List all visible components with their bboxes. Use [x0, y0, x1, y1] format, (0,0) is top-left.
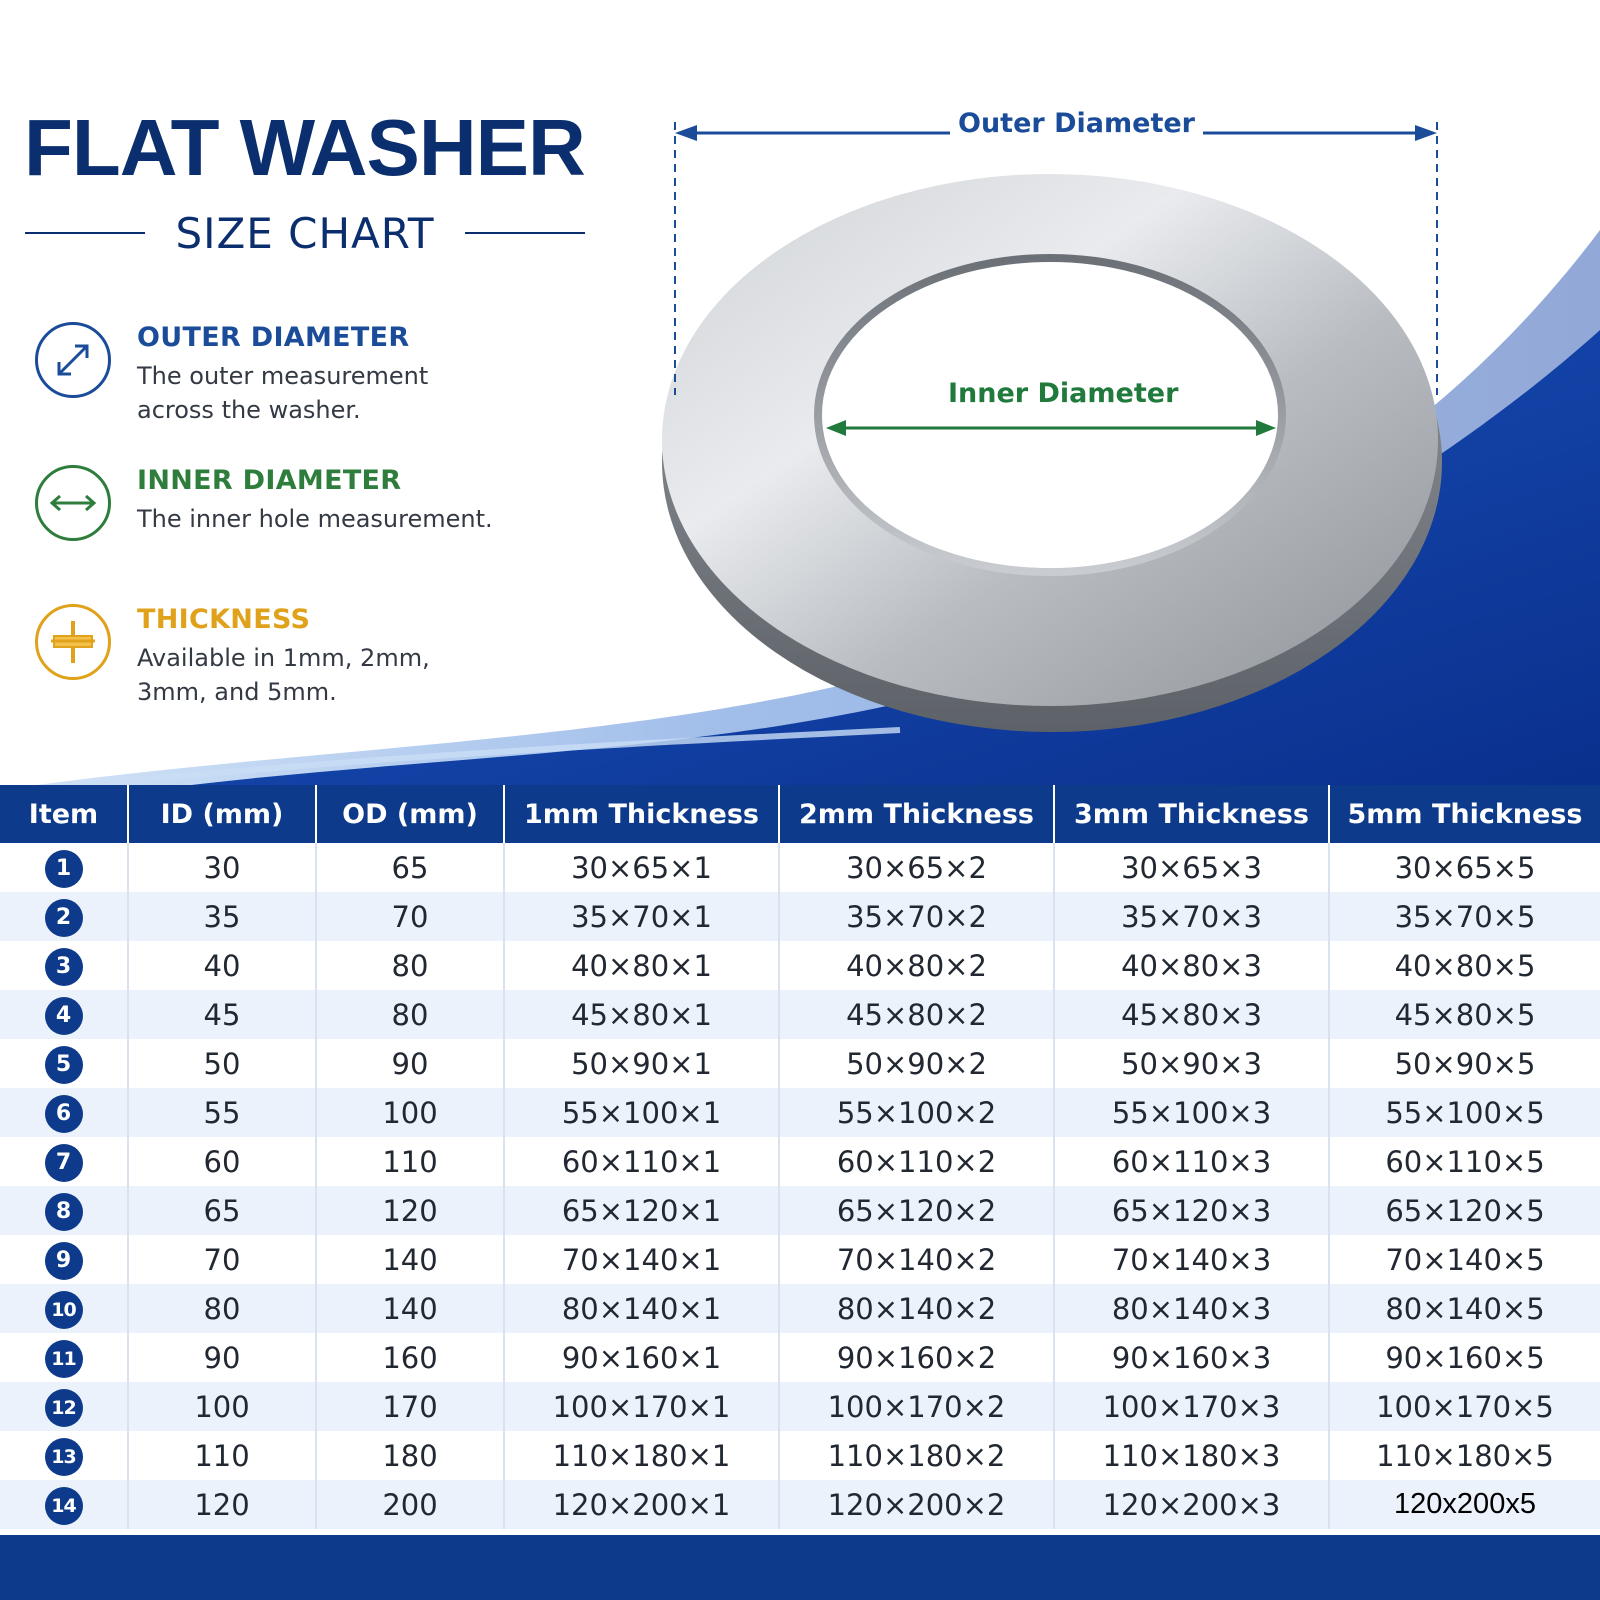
t2-cell: 90×160×2	[779, 1333, 1054, 1382]
item-badge: 6	[45, 1095, 83, 1133]
t2-cell: 100×170×2	[779, 1382, 1054, 1431]
t5-cell: 40×80×5	[1329, 941, 1600, 990]
outer-diameter-label: Outer Diameter	[950, 108, 1203, 139]
table-body	[0, 843, 1600, 1529]
item-cell	[0, 1480, 128, 1529]
t5-cell: 100×170×5	[1329, 1382, 1600, 1431]
table-row	[0, 1235, 1600, 1284]
t1-cell: 30×65×1	[504, 843, 779, 892]
t3-cell: 55×100×3	[1054, 1088, 1329, 1137]
item-badge: 12	[45, 1389, 83, 1427]
horizontal-arrow-icon	[35, 465, 111, 541]
id-cell: 60	[128, 1137, 316, 1186]
footer-band	[0, 1535, 1600, 1600]
table-row	[0, 941, 1600, 990]
t5-cell: 60×110×5	[1329, 1137, 1600, 1186]
item-badge: 2	[45, 899, 83, 937]
header-3mm: 3mm Thickness	[1054, 785, 1329, 843]
item-badge: 1	[45, 850, 83, 888]
subtitle-row	[25, 205, 585, 261]
header-item: Item	[0, 785, 128, 843]
t5-cell: 70×140×5	[1329, 1235, 1600, 1284]
t5-cell: 110×180×5	[1329, 1431, 1600, 1480]
od-cell: 100	[316, 1088, 504, 1137]
size-table	[0, 785, 1600, 1529]
item-cell	[0, 1235, 128, 1284]
item-badge: 14	[45, 1487, 83, 1525]
t2-cell: 35×70×2	[779, 892, 1054, 941]
t5-cell: 80×140×5	[1329, 1284, 1600, 1333]
t1-cell: 60×110×1	[504, 1137, 779, 1186]
table-row	[0, 892, 1600, 941]
t5-cell: 50×90×5	[1329, 1039, 1600, 1088]
item-badge: 9	[45, 1242, 83, 1280]
od-cell: 110	[316, 1137, 504, 1186]
legend-desc-outer: The outer measurement across the washer.	[137, 362, 429, 424]
id-cell: 120	[128, 1480, 316, 1529]
od-cell: 140	[316, 1235, 504, 1284]
t5-cell: 65×120×5	[1329, 1186, 1600, 1235]
t5-cell: 120x200x5	[1329, 1480, 1600, 1529]
t2-cell: 120×200×2	[779, 1480, 1054, 1529]
table-row	[0, 843, 1600, 892]
item-cell	[0, 990, 128, 1039]
od-cell: 140	[316, 1284, 504, 1333]
id-cell: 30	[128, 843, 316, 892]
t3-cell: 60×110×3	[1054, 1137, 1329, 1186]
header-id: ID (mm)	[128, 785, 316, 843]
t3-cell: 35×70×3	[1054, 892, 1329, 941]
table-row	[0, 1088, 1600, 1137]
page-subtitle: SIZE CHART	[175, 208, 435, 258]
od-cell: 80	[316, 941, 504, 990]
legend-desc-thickness: Available in 1mm, 2mm, 3mm, and 5mm.	[137, 644, 430, 706]
t3-cell: 40×80×3	[1054, 941, 1329, 990]
thickness-gauge-icon	[35, 604, 111, 680]
t1-cell: 80×140×1	[504, 1284, 779, 1333]
legend-outer-diameter	[35, 322, 505, 432]
item-badge: 11	[45, 1340, 83, 1378]
id-cell: 55	[128, 1088, 316, 1137]
item-cell	[0, 1382, 128, 1431]
t5-cell: 35×70×5	[1329, 892, 1600, 941]
od-cell: 200	[316, 1480, 504, 1529]
od-cell: 90	[316, 1039, 504, 1088]
table-row	[0, 990, 1600, 1039]
item-cell	[0, 892, 128, 941]
id-cell: 100	[128, 1382, 316, 1431]
t2-cell: 110×180×2	[779, 1431, 1054, 1480]
item-badge: 3	[45, 948, 83, 986]
t1-cell: 40×80×1	[504, 941, 779, 990]
t1-cell: 120×200×1	[504, 1480, 779, 1529]
t2-cell: 65×120×2	[779, 1186, 1054, 1235]
item-cell	[0, 1333, 128, 1382]
legend-inner-diameter	[35, 465, 505, 575]
t1-cell: 65×120×1	[504, 1186, 779, 1235]
t3-cell: 110×180×3	[1054, 1431, 1329, 1480]
table-row	[0, 1431, 1600, 1480]
item-badge: 13	[45, 1438, 83, 1476]
header-od: OD (mm)	[316, 785, 504, 843]
item-cell	[0, 941, 128, 990]
id-cell: 65	[128, 1186, 316, 1235]
table-row	[0, 1137, 1600, 1186]
t2-cell: 45×80×2	[779, 990, 1054, 1039]
t5-cell: 45×80×5	[1329, 990, 1600, 1039]
t2-cell: 55×100×2	[779, 1088, 1054, 1137]
item-cell	[0, 843, 128, 892]
item-cell	[0, 1088, 128, 1137]
item-cell	[0, 1137, 128, 1186]
od-cell: 65	[316, 843, 504, 892]
page-title: FLAT WASHER	[24, 103, 585, 192]
item-badge: 5	[45, 1046, 83, 1084]
id-cell: 70	[128, 1235, 316, 1284]
id-cell: 90	[128, 1333, 316, 1382]
t2-cell: 80×140×2	[779, 1284, 1054, 1333]
t1-cell: 90×160×1	[504, 1333, 779, 1382]
item-badge: 8	[45, 1193, 83, 1231]
t1-cell: 110×180×1	[504, 1431, 779, 1480]
item-cell	[0, 1284, 128, 1333]
od-cell: 120	[316, 1186, 504, 1235]
t1-cell: 50×90×1	[504, 1039, 779, 1088]
legend-heading-thickness: THICKNESS	[137, 604, 311, 635]
t3-cell: 70×140×3	[1054, 1235, 1329, 1284]
t5-cell: 90×160×5	[1329, 1333, 1600, 1382]
legend-heading-outer: OUTER DIAMETER	[137, 322, 410, 353]
diagonal-arrow-icon	[35, 322, 111, 398]
header-5mm: 5mm Thickness	[1329, 785, 1600, 843]
t3-cell: 120×200×3	[1054, 1480, 1329, 1529]
table-row	[0, 1382, 1600, 1431]
inner-diameter-label: Inner Diameter	[948, 378, 1179, 409]
table-row	[0, 1480, 1600, 1529]
table-row	[0, 1333, 1600, 1382]
t3-cell: 65×120×3	[1054, 1186, 1329, 1235]
t2-cell: 60×110×2	[779, 1137, 1054, 1186]
t3-cell: 30×65×3	[1054, 843, 1329, 892]
t3-cell: 80×140×3	[1054, 1284, 1329, 1333]
t1-cell: 35×70×1	[504, 892, 779, 941]
table-row	[0, 1186, 1600, 1235]
id-cell: 50	[128, 1039, 316, 1088]
legend-desc-inner: The inner hole measurement.	[137, 505, 493, 533]
t1-cell: 45×80×1	[504, 990, 779, 1039]
item-cell	[0, 1039, 128, 1088]
t1-cell: 70×140×1	[504, 1235, 779, 1284]
table-header-row	[0, 785, 1600, 843]
legend-heading-inner: INNER DIAMETER	[137, 465, 402, 496]
item-badge: 7	[45, 1144, 83, 1182]
od-cell: 170	[316, 1382, 504, 1431]
id-cell: 110	[128, 1431, 316, 1480]
t2-cell: 30×65×2	[779, 843, 1054, 892]
od-cell: 180	[316, 1431, 504, 1480]
washer-hole	[823, 268, 1277, 568]
od-cell: 80	[316, 990, 504, 1039]
t1-cell: 55×100×1	[504, 1088, 779, 1137]
subtitle-divider-left	[25, 232, 145, 234]
t3-cell: 100×170×3	[1054, 1382, 1329, 1431]
item-badge: 10	[45, 1291, 83, 1329]
table-row	[0, 1039, 1600, 1088]
t5-cell: 55×100×5	[1329, 1088, 1600, 1137]
t2-cell: 70×140×2	[779, 1235, 1054, 1284]
id-cell: 45	[128, 990, 316, 1039]
t2-cell: 40×80×2	[779, 941, 1054, 990]
header-2mm: 2mm Thickness	[779, 785, 1054, 843]
od-cell: 70	[316, 892, 504, 941]
item-cell	[0, 1186, 128, 1235]
header-1mm: 1mm Thickness	[504, 785, 779, 843]
t3-cell: 45×80×3	[1054, 990, 1329, 1039]
id-cell: 80	[128, 1284, 316, 1333]
t5-cell: 30×65×5	[1329, 843, 1600, 892]
table-row	[0, 1284, 1600, 1333]
legend-thickness	[35, 604, 505, 714]
t3-cell: 50×90×3	[1054, 1039, 1329, 1088]
item-cell	[0, 1431, 128, 1480]
t2-cell: 50×90×2	[779, 1039, 1054, 1088]
id-cell: 35	[128, 892, 316, 941]
od-cell: 160	[316, 1333, 504, 1382]
t3-cell: 90×160×3	[1054, 1333, 1329, 1382]
washer-diagram	[640, 100, 1600, 740]
id-cell: 40	[128, 941, 316, 990]
subtitle-divider-right	[465, 232, 585, 234]
item-badge: 4	[45, 997, 83, 1035]
t1-cell: 100×170×1	[504, 1382, 779, 1431]
